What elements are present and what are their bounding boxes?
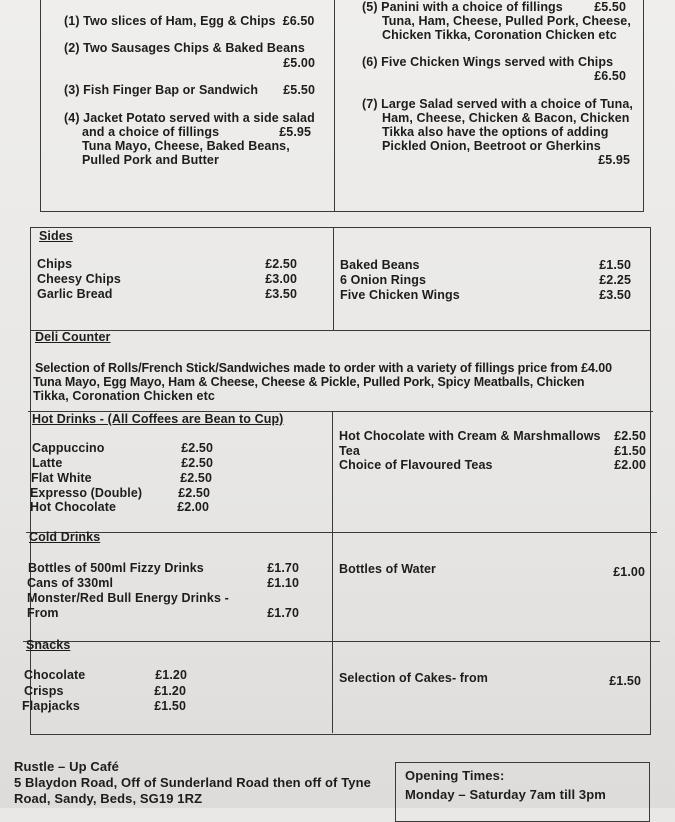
sides-right-1-name: Baked Beans	[340, 258, 420, 272]
hot-left-2-price: £2.50	[181, 456, 213, 470]
hot-right-2-price: £1.50	[614, 444, 646, 458]
cold-item-1-name: Bottles of 500ml Fizzy Drinks	[28, 561, 204, 575]
deli-line-2: Tuna Mayo, Egg Mayo, Ham & Cheese, Cheese & Pickle, Pulled Pork, Spicy Meatballs, Chicken	[33, 375, 585, 389]
snack-2-name: Crisps	[24, 684, 64, 698]
sides-left-1-name: Chips	[37, 257, 73, 271]
sides-divider	[333, 228, 334, 330]
snack-3-price: £1.50	[154, 699, 186, 713]
cold-monster-line-1: Monster/Red Bull Energy Drinks -	[27, 591, 229, 605]
sides-right-2-name: 6 Onion Rings	[340, 273, 427, 287]
cold-drinks-heading: Cold Drinks	[29, 530, 101, 544]
deli-line-3: Tikka, Coronation Chicken etc	[33, 389, 215, 403]
sides-heading: Sides	[39, 229, 73, 243]
main-item-6-text: (6) Five Chicken Wings served with Chips	[362, 55, 614, 69]
main-item-7-line1: (7) Large Salad served with a choice of Tuna,	[362, 97, 634, 111]
main-item-1	[64, 14, 314, 28]
cakes-name: Selection of Cakes- from	[339, 671, 488, 685]
snack-2-price: £1.20	[154, 684, 186, 698]
main-item-4-price: £5.95	[279, 125, 311, 139]
mains-divider	[334, 0, 335, 212]
main-item-4-line3: Tuna Mayo, Cheese, Baked Beans,	[82, 139, 290, 153]
hot-left-4-price: £2.50	[178, 486, 210, 500]
hot-left-1-name: Cappuccino	[32, 441, 105, 455]
sides-right-3-name: Five Chicken Wings	[340, 288, 460, 302]
sides-left-3-price: £3.50	[265, 287, 297, 301]
main-item-2-price: £5.00	[283, 56, 315, 70]
hot-drinks-heading: Hot Drinks - (All Coffees are Bean to Cup)	[32, 412, 284, 426]
snack-3-name: Flapjacks	[22, 699, 80, 713]
main-item-7-line3: Tikka also have the options of adding	[382, 125, 609, 139]
main-item-5-price: £5.50	[594, 0, 626, 14]
main-item-6-price: £6.50	[594, 69, 626, 83]
main-item-2-text: (2) Two Sausages Chips & Baked Beans	[64, 41, 305, 55]
sides-bottom-line	[31, 330, 651, 331]
hot-right-1-name: Hot Chocolate with Cream & Marshmallows	[339, 429, 601, 443]
main-item-3-text: (3) Fish Finger Bap or Sandwich	[64, 83, 259, 97]
cold-bottom-line	[23, 641, 660, 642]
menu-grid	[30, 227, 651, 735]
sides-right-1-price: £1.50	[599, 258, 631, 272]
hot-left-2-name: Latte	[32, 456, 63, 470]
main-item-1-price: £6.50	[282, 14, 315, 28]
hot-right-2-name: Tea	[339, 444, 360, 458]
main-item-4-line4: Pulled Pork and Butter	[82, 153, 219, 167]
main-item-4-line2: and a choice of fillings	[82, 125, 220, 139]
cold-item-1-price: £1.70	[267, 561, 299, 575]
hot-left-3-price: £2.50	[180, 471, 212, 485]
sides-left-2-price: £3.00	[265, 272, 297, 286]
hot-right-1-price: £2.50	[614, 429, 646, 443]
hot-right-3-price: £2.00	[614, 458, 646, 472]
deli-line-1: Selection of Rolls/French Stick/Sandwiches made to order with a variety of fillings price from £4.00	[35, 361, 612, 375]
cafe-address-line-2: Road, Sandy, Beds, SG19 1RZ	[14, 791, 203, 806]
sides-left-2-name: Cheesy Chips	[37, 272, 121, 286]
deli-heading: Deli Counter	[35, 330, 111, 344]
main-item-5-line2: Tuna, Ham, Cheese, Pulled Pork, Cheese,	[382, 14, 631, 28]
hot-left-4-name: Expresso (Double)	[30, 486, 143, 500]
cold-water-price: £1.00	[613, 565, 645, 579]
sides-left-1-price: £2.50	[265, 257, 297, 271]
cold-water-name: Bottles of Water	[339, 562, 436, 576]
main-item-5-line1: (5) Panini with a choice of fillings	[362, 0, 563, 14]
cafe-name: Rustle – Up Café	[14, 759, 119, 774]
cold-monster-price: £1.70	[267, 606, 299, 620]
main-item-7-line2: Ham, Cheese, Chicken & Bacon, Chicken	[382, 111, 630, 125]
hot-left-5-price: £2.00	[177, 500, 209, 514]
main-item-7-line4: Pickled Onion, Beetroot or Gherkins	[382, 139, 601, 153]
hot-left-5-name: Hot Chocolate	[30, 500, 117, 514]
snack-1-name: Chocolate	[24, 668, 86, 682]
sides-right-2-price: £2.25	[599, 273, 631, 287]
snack-1-price: £1.20	[155, 668, 187, 682]
cold-monster-line-2: From	[27, 606, 59, 620]
sides-left-3-name: Garlic Bread	[37, 287, 113, 301]
snacks-heading: Snacks	[26, 638, 71, 652]
hot-left-1-price: £2.50	[181, 441, 213, 455]
cold-item-2-price: £1.10	[267, 576, 299, 590]
hot-divider	[332, 411, 333, 733]
cakes-price: £1.50	[609, 674, 641, 688]
opening-times-title: Opening Times:	[405, 768, 505, 783]
main-item-7-price: £5.95	[598, 153, 630, 167]
hot-bottom-line	[26, 532, 657, 533]
opening-times-hours: Monday – Saturday 7am till 3pm	[405, 787, 606, 802]
main-item-4-line1: (4) Jacket Potato served with a side salad	[64, 111, 315, 125]
hot-right-3-name: Choice of Flavoured Teas	[339, 458, 493, 472]
hot-left-3-name: Flat White	[31, 471, 92, 485]
cold-item-2-name: Cans of 330ml	[27, 576, 114, 590]
main-item-1-text: (1) Two slices of Ham, Egg & Chips	[64, 14, 276, 28]
main-item-5-line3: Chicken Tikka, Coronation Chicken etc	[382, 28, 617, 42]
main-item-3-price: £5.50	[283, 83, 315, 97]
cafe-address-line-1: 5 Blaydon Road, Off of Sunderland Road then off of Tyne	[14, 775, 371, 790]
sides-right-3-price: £3.50	[599, 288, 631, 302]
